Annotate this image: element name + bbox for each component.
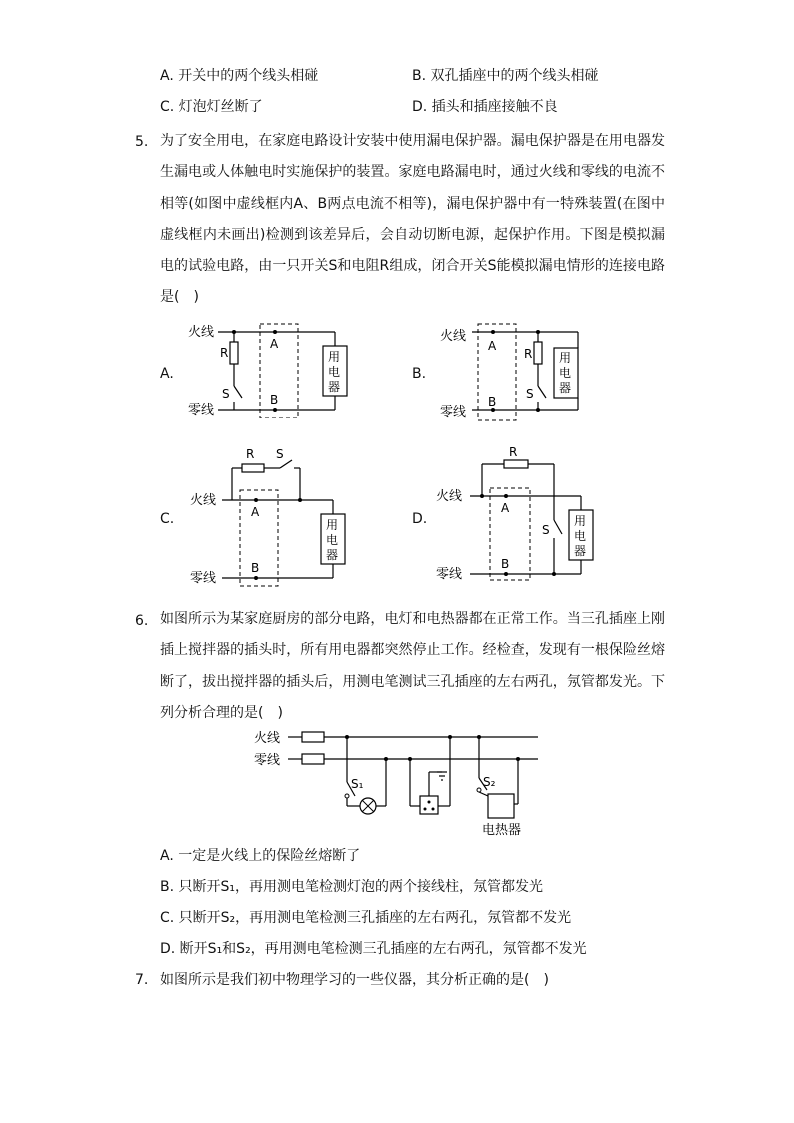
q5b-zero-label: 零线	[440, 405, 467, 420]
svg-text:用: 用	[326, 518, 339, 532]
q5-number: 5.	[135, 134, 149, 150]
q5-label-c: C.	[160, 511, 175, 527]
q7-stem: 如图所示是我们初中物理学习的一些仪器，其分析正确的是( )	[160, 972, 549, 988]
svg-text:A: A	[270, 337, 279, 351]
q6-option-b: B. 只断开S₁，再用测电笔检测灯泡的两个接线柱，氖管都发光	[160, 879, 544, 895]
svg-text:用: 用	[328, 350, 341, 364]
q5-label-d: D.	[412, 511, 428, 527]
q4-option-b: B. 双孔插座中的两个线头相碰	[412, 68, 599, 84]
svg-text:S: S	[222, 387, 230, 401]
q6-option-d: D. 断开S₁和S₂，再用测电笔检测三孔插座的左右两孔，氖管都不发光	[160, 941, 587, 957]
svg-text:A: A	[501, 501, 510, 515]
svg-text:B: B	[501, 557, 510, 571]
q5c-zero-label: 零线	[190, 571, 217, 586]
svg-text:B: B	[488, 395, 497, 409]
q5-label-a: A.	[160, 366, 174, 382]
svg-text:B: B	[251, 561, 260, 575]
svg-text:S: S	[276, 447, 284, 461]
svg-text:R: R	[524, 347, 533, 361]
q5b-fire-label: 火线	[440, 329, 467, 344]
q5d-zero-label: 零线	[436, 567, 463, 582]
q5-circuit-d	[436, 442, 606, 584]
svg-text:S: S	[526, 387, 534, 401]
q5a-fire-label: 火线	[188, 325, 215, 340]
svg-text:器: 器	[326, 548, 339, 562]
svg-text:电: 电	[328, 365, 341, 379]
q5a-zero-label: 零线	[188, 403, 215, 418]
svg-text:S₁: S₁	[351, 777, 364, 791]
q6-zero-label: 零线	[254, 753, 281, 768]
q6-kitchen-circuit	[252, 724, 547, 842]
q4-option-d: D. 插头和插座接触不良	[412, 99, 558, 115]
svg-text:R: R	[509, 445, 518, 459]
q5-label-b: B.	[412, 366, 427, 382]
q6-option-c: C. 只断开S₂，再用测电笔检测三孔插座的左右两孔，氖管都不发光	[160, 910, 572, 926]
svg-text:用: 用	[559, 351, 572, 365]
svg-text:用: 用	[574, 514, 587, 528]
svg-text:R: R	[246, 447, 255, 461]
q4-option-c: C. 灯泡灯丝断了	[160, 99, 263, 115]
q7-number: 7.	[135, 972, 149, 988]
q4-option-a: A. 开关中的两个线头相碰	[160, 68, 319, 84]
q5c-fire-label: 火线	[190, 493, 217, 508]
svg-text:A: A	[251, 505, 260, 519]
q6-option-a: A. 一定是火线上的保险丝熔断了	[160, 848, 361, 864]
q6-heater-label: 电热器	[482, 823, 522, 838]
svg-text:A: A	[488, 339, 497, 353]
svg-text:电: 电	[326, 533, 339, 547]
svg-text:B: B	[270, 393, 279, 407]
svg-text:S₂: S₂	[483, 775, 496, 789]
svg-text:R: R	[220, 346, 229, 360]
q5-circuit-b	[438, 318, 598, 422]
q5-stem: 为了安全用电，在家庭电路设计安装中使用漏电保护器。漏电保护器是在用电器发生漏电或人体触电时实施保护的装置。家庭电路漏电时，通过火线和零线的电流不相等(如图中虚线框内A、B两点电流不相等)，漏电保护器中有一特殊装置(在图中虚线框内未画出)检测到该差异后，会自动切断电源，起保护作用。下图是模拟漏电的试验电路，由一只开关S和电阻R组成，闭合开关S能模拟漏电情形的连接电路是( )	[160, 133, 665, 306]
svg-text:S: S	[542, 523, 550, 537]
q6-stem: 如图所示为某家庭厨房的部分电路，电灯和电热器都在正常工作。当三孔插座上刚插上搅拌器的插头时，所有用电器都突然停止工作。经检查，发现有一根保险丝熔断了，拔出搅拌器的插头后，用测电笔测试三孔插座的左右两孔，氖管都发光。下列分析合理的是( )	[160, 611, 665, 721]
q5-circuit-c	[188, 442, 358, 592]
q6-number: 6.	[135, 613, 149, 629]
svg-text:器: 器	[574, 544, 587, 558]
q6-fire-label: 火线	[254, 731, 281, 746]
q5-circuit-a	[180, 318, 370, 418]
svg-text:电: 电	[574, 529, 587, 543]
q5d-fire-label: 火线	[436, 489, 463, 504]
svg-text:电: 电	[559, 366, 572, 380]
svg-text:器: 器	[328, 380, 341, 394]
svg-text:器: 器	[559, 381, 572, 395]
